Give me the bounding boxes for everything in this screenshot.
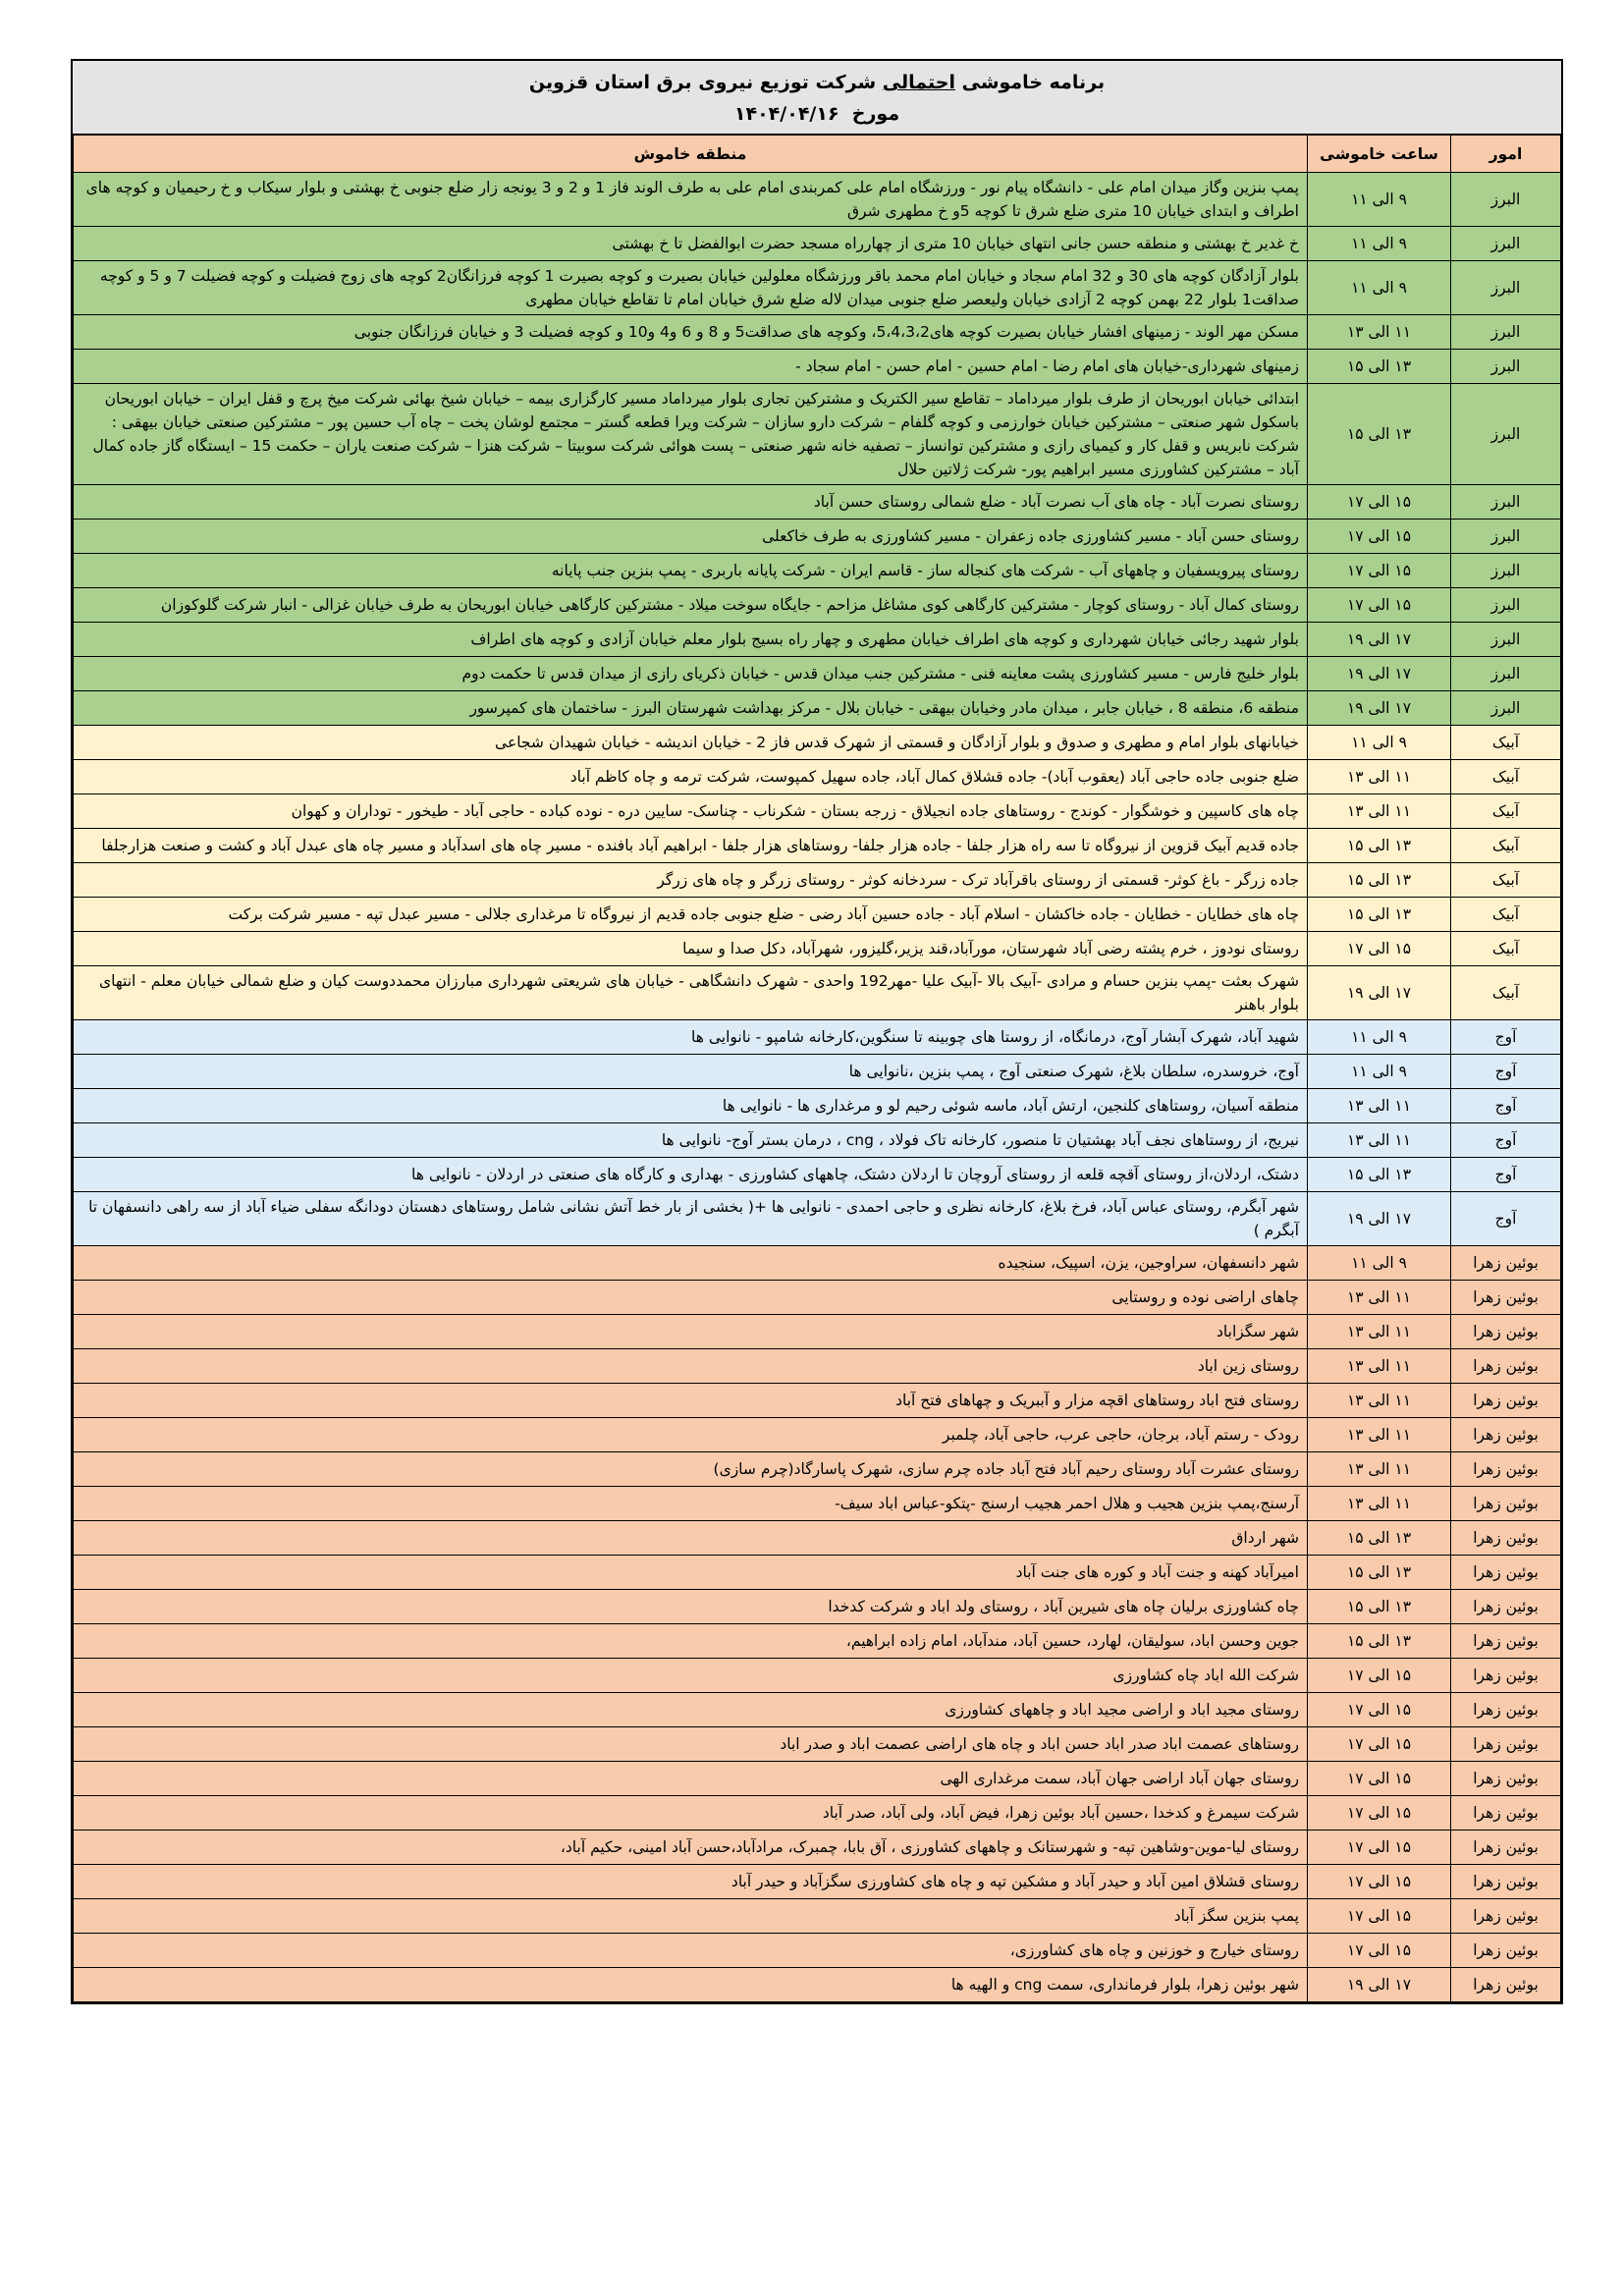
area-cell: شهر بوئین زهرا، بلوار فرمانداری، سمت cng و الهیه ها	[74, 1968, 1308, 2002]
time-cell: ۱۵ الی ۱۷	[1308, 588, 1451, 623]
table-row	[74, 1865, 1561, 1899]
time-cell: ۱۱ الی ۱۳	[1308, 760, 1451, 794]
table-row	[74, 1796, 1561, 1831]
time-cell: ۱۱ الی ۱۳	[1308, 1384, 1451, 1418]
table-row	[74, 726, 1561, 760]
table-row	[74, 1693, 1561, 1727]
area-cell: جاده قدیم آبیک قزوین از نیروگاه تا سه راه هزار جلفا - جاده هزار جلفا- روستاهای هزار جلفا - ابراهیم آباد بافنده - مسیر چاه های اسدآباد و مسیر چاه های عبدل آباد و کشت و صنعت هزارجلفا	[74, 829, 1308, 863]
umur-cell: آوج	[1451, 1123, 1561, 1158]
table-row	[74, 1020, 1561, 1055]
time-cell: ۱۷ الی ۱۹	[1308, 966, 1451, 1020]
time-cell: ۱۳ الی ۱۵	[1308, 863, 1451, 898]
table-row	[74, 1123, 1561, 1158]
area-cell: روستای زین اباد	[74, 1349, 1308, 1384]
table-row	[74, 1487, 1561, 1521]
umur-cell: آبیک	[1451, 794, 1561, 829]
area-cell: روستای نصرت آباد - چاه های آب نصرت آباد - ضلع شمالی روستای حسن آباد	[74, 485, 1308, 519]
umur-cell: بوئین زهرا	[1451, 1418, 1561, 1452]
umur-cell: آبیک	[1451, 863, 1561, 898]
time-cell: ۱۳ الی ۱۵	[1308, 1158, 1451, 1192]
umur-cell: بوئین زهرا	[1451, 1659, 1561, 1693]
area-cell: روستای قشلاق امین آباد و حیدر آباد و مشکین تپه و چاه های کشاورزی سگزآباد و حیدر آباد	[74, 1865, 1308, 1899]
area-cell: شهر ارداق	[74, 1521, 1308, 1556]
area-cell: شهر آبگرم، روستای عباس آباد، فرخ بلاغ، کارخانه نظری و حاجی احمدی - نانوایی ها +( بخشی از بار خط آتش نشانی شامل روستاهای دهستان دودانگه سفلی ضیاء آباد از سه راهی دانسفهان تا آبگرم )	[74, 1192, 1308, 1246]
umur-cell: البرز	[1451, 554, 1561, 588]
time-cell: ۱۵ الی ۱۷	[1308, 1899, 1451, 1934]
area-cell: نیریج، از روستاهای نجف آباد بهشتیان تا منصور، کارخانه تاک فولاد ، cng ، درمان بستر آوج- نانوایی ها	[74, 1123, 1308, 1158]
title-block	[73, 61, 1561, 135]
time-cell: ۱۵ الی ۱۷	[1308, 1693, 1451, 1727]
column-header-area: منطقه خاموش	[74, 136, 1308, 173]
table-row	[74, 1899, 1561, 1934]
table-row	[74, 760, 1561, 794]
area-cell: چاه های خطایان - خطایان - جاده خاکشان - اسلام آباد - جاده حسین آباد رضی - ضلع جنوبی جاده قدیم از نیروگاه تا مرغداری جلالی - مسیر عبدل تپه - مسیر شرکت برکت	[74, 898, 1308, 932]
table-row	[74, 1521, 1561, 1556]
umur-cell: بوئین زهرا	[1451, 1384, 1561, 1418]
time-cell: ۱۵ الی ۱۷	[1308, 1727, 1451, 1762]
area-cell: جوین وحسن اباد، سولیقان، لهارد، حسین آباد، مندآباد، امام زاده ابراهیم،	[74, 1624, 1308, 1659]
table-row	[74, 227, 1561, 261]
area-cell: روستای عشرت آباد روستای رحیم آباد فتح آباد جاده چرم سازی، شهرک پاسارگاد(چرم سازی)	[74, 1452, 1308, 1487]
time-cell: ۱۱ الی ۱۳	[1308, 794, 1451, 829]
umur-cell: بوئین زهرا	[1451, 1246, 1561, 1281]
umur-cell: البرز	[1451, 261, 1561, 315]
umur-cell: آوج	[1451, 1192, 1561, 1246]
title-underlined-word: احتمالی	[882, 72, 955, 93]
area-cell: چاه کشاورزی برلیان چاه های شیرین آباد ، روستای ولد اباد و شرکت کدخدا	[74, 1590, 1308, 1624]
time-cell: ۱۱ الی ۱۳	[1308, 1315, 1451, 1349]
area-cell: مسکن مهر الوند - زمینهای افشار خیابان بصیرت کوچه های5،4،3،2، وکوچه های صداقت5 و 8 و 6 و4 و10 و کوچه فضیلت 3 و خیابان فرزانگان جنوبی	[74, 315, 1308, 350]
outage-table	[73, 135, 1561, 2002]
area-cell: روستای پیرویسفیان و چاههای آب - شرکت های کنجاله ساز - قاسم ایران - شرکت پایانه باربری - پمپ بنزین جنب پایانه	[74, 554, 1308, 588]
table-row	[74, 519, 1561, 554]
time-cell: ۱۵ الی ۱۷	[1308, 1865, 1451, 1899]
area-cell: ضلع جنوبی جاده حاجی آباد (یعقوب آباد)- جاده قشلاق کمال آباد، جاده سهیل کمپوست، شرکت ترمه و چاه کاظم آباد	[74, 760, 1308, 794]
time-cell: ۹ الی ۱۱	[1308, 726, 1451, 760]
time-cell: ۱۷ الی ۱۹	[1308, 623, 1451, 657]
area-cell: شهر سگزاباد	[74, 1315, 1308, 1349]
table-row	[74, 1315, 1561, 1349]
table-row	[74, 173, 1561, 227]
umur-cell: آبیک	[1451, 898, 1561, 932]
time-cell: ۱۵ الی ۱۷	[1308, 1831, 1451, 1865]
umur-cell: البرز	[1451, 315, 1561, 350]
umur-cell: بوئین زهرا	[1451, 1796, 1561, 1831]
umur-cell: بوئین زهرا	[1451, 1831, 1561, 1865]
table-body	[74, 173, 1561, 2002]
table-row	[74, 1556, 1561, 1590]
time-cell: ۱۷ الی ۱۹	[1308, 657, 1451, 691]
time-cell: ۱۳ الی ۱۵	[1308, 1624, 1451, 1659]
time-cell: ۹ الی ۱۱	[1308, 173, 1451, 227]
area-cell: روستاهای عصمت اباد صدر اباد حسن اباد و چاه های اراضی عصمت اباد و صدر اباد	[74, 1727, 1308, 1762]
time-cell: ۹ الی ۱۱	[1308, 1055, 1451, 1089]
umur-cell: بوئین زهرا	[1451, 1281, 1561, 1315]
time-cell: ۱۳ الی ۱۵	[1308, 898, 1451, 932]
time-cell: ۱۵ الی ۱۷	[1308, 1934, 1451, 1968]
umur-cell: البرز	[1451, 384, 1561, 485]
area-cell: زمینهای شهرداری-خیابان های امام رضا - امام حسین - امام حسن - امام سجاد -	[74, 350, 1308, 384]
table-row	[74, 966, 1561, 1020]
table-row	[74, 829, 1561, 863]
table-row	[74, 691, 1561, 726]
time-cell: ۱۳ الی ۱۵	[1308, 350, 1451, 384]
time-cell: ۱۳ الی ۱۵	[1308, 1521, 1451, 1556]
table-row	[74, 1246, 1561, 1281]
table-row	[74, 1762, 1561, 1796]
time-cell: ۱۱ الی ۱۳	[1308, 1281, 1451, 1315]
umur-cell: بوئین زهرا	[1451, 1624, 1561, 1659]
area-cell: چاه های کاسپین و خوشگوار - کوندج - روستاهای جاده انجیلاق - زرجه بستان - شکرناب - چناسک- سایین دره - نوده کباده - حاجی آباد - طیخور - توداران و کهوان	[74, 794, 1308, 829]
table-row	[74, 1727, 1561, 1762]
umur-cell: آوج	[1451, 1055, 1561, 1089]
time-cell: ۹ الی ۱۱	[1308, 1246, 1451, 1281]
area-cell: بلوار آزادگان کوچه های 30 و 32 امام سجاد و خیابان امام محمد باقر ورزشگاه معلولین خیابان بصیرت و کوچه بصیرت 1 کوچه فرزانگان2 کوچه های زوج فضیلت و کوچه فضیلت 7 و 5 و کوچه صداقت1 بلوار 22 بهمن کوچه 2 آزادی خیابان ولیعصر ضلع جنوبی میدان لاله ضلع شرق خیابان امام تا تقاطع خیابان مطهری	[74, 261, 1308, 315]
time-cell: ۱۵ الی ۱۷	[1308, 1762, 1451, 1796]
area-cell: خ غدیر خ بهشتی و منطقه حسن جانی انتهای خیابان 10 متری از چهارراه مسجد حضرت ابوالفضل تا خ بهشتی	[74, 227, 1308, 261]
time-cell: ۱۷ الی ۱۹	[1308, 1968, 1451, 2002]
umur-cell: بوئین زهرا	[1451, 1727, 1561, 1762]
umur-cell: بوئین زهرا	[1451, 1349, 1561, 1384]
time-cell: ۱۱ الی ۱۳	[1308, 1452, 1451, 1487]
table-row	[74, 1089, 1561, 1123]
table-row	[74, 1055, 1561, 1089]
umur-cell: البرز	[1451, 350, 1561, 384]
area-cell: رودک - رستم آباد، برجان، حاجی عرب، حاجی آباد، چلمبر	[74, 1418, 1308, 1452]
umur-cell: البرز	[1451, 519, 1561, 554]
time-cell: ۱۱ الی ۱۳	[1308, 1123, 1451, 1158]
table-row	[74, 1158, 1561, 1192]
table-row	[74, 863, 1561, 898]
area-cell: روستای کمال آباد - روستای کوچار - مشترکین کارگاهی کوی مشاغل مزاحم - جایگاه سوخت میلاد - مشترکین کارگاهی خیابان ابوریحان به طرف خیابان غزالی - انبار شرکت گلوکوزان	[74, 588, 1308, 623]
area-cell: آرسنج،پمپ بنزین هجیب و هلال احمر هجیب ارسنج -پتکو-عباس اباد سیف-	[74, 1487, 1308, 1521]
area-cell: منطقه آسیان، روستاهای کلنجین، ارتش آباد، ماسه شوئی رحیم لو و مرغداری ها - نانوایی ها	[74, 1089, 1308, 1123]
umur-cell: البرز	[1451, 485, 1561, 519]
umur-cell: البرز	[1451, 173, 1561, 227]
umur-cell: البرز	[1451, 227, 1561, 261]
time-cell: ۱۱ الی ۱۳	[1308, 1487, 1451, 1521]
umur-cell: بوئین زهرا	[1451, 1934, 1561, 1968]
umur-cell: بوئین زهرا	[1451, 1762, 1561, 1796]
umur-cell: بوئین زهرا	[1451, 1865, 1561, 1899]
umur-cell: بوئین زهرا	[1451, 1556, 1561, 1590]
page-title: برنامه خاموشی احتمالی شرکت توزیع نیروی برق استان قزوین	[528, 72, 1106, 93]
time-cell: ۱۵ الی ۱۷	[1308, 554, 1451, 588]
table-row	[74, 1624, 1561, 1659]
umur-cell: آبیک	[1451, 829, 1561, 863]
table-row	[74, 1590, 1561, 1624]
table-row	[74, 350, 1561, 384]
schedule-sheet	[71, 59, 1563, 2004]
table-row	[74, 1659, 1561, 1693]
area-cell: منطقه 6، منطقه 8 ، خیابان جابر ، میدان مادر وخیابان بیهقی - خیابان بلال - مرکز بهداشت شهرستان البرز - ساختمان های کمپرسور	[74, 691, 1308, 726]
table-row	[74, 1934, 1561, 1968]
time-cell: ۹ الی ۱۱	[1308, 261, 1451, 315]
area-cell: بلوار شهید رجائی خیابان شهرداری و کوچه های اطراف خیابان مطهری و چهار راه بسیج بلوار معلم خیابان آزادی و کوچه های اطراف	[74, 623, 1308, 657]
table-row	[74, 261, 1561, 315]
column-header-umur: امور	[1451, 136, 1561, 173]
date-label: مورخ	[851, 103, 900, 125]
umur-cell: البرز	[1451, 623, 1561, 657]
umur-cell: آوج	[1451, 1020, 1561, 1055]
column-header-time: ساعت خاموشی	[1308, 136, 1451, 173]
table-header-row	[74, 136, 1561, 173]
time-cell: ۹ الی ۱۱	[1308, 227, 1451, 261]
date-line	[73, 98, 1561, 130]
umur-cell: بوئین زهرا	[1451, 1590, 1561, 1624]
area-cell: بلوار خلیج فارس - مسیر کشاورزی پشت معاینه فنی - مشترکین جنب میدان قدس - خیابان ذکریای رازی از میدان قدس تا حکمت دوم	[74, 657, 1308, 691]
area-cell: جاده زرگر - باغ کوثر- قسمتی از روستای باقرآباد ترک - سردخانه کوثر - روستای زرگر و چاه های زرگر	[74, 863, 1308, 898]
umur-cell: بوئین زهرا	[1451, 1487, 1561, 1521]
table-row	[74, 384, 1561, 485]
umur-cell: بوئین زهرا	[1451, 1452, 1561, 1487]
area-cell: خیابانهای بلوار امام و مطهری و صدوق و بلوار آزادگان و قسمتی از شهرک قدس فاز 2 - خیابان اندیشه - خیابان شهیدان شجاعی	[74, 726, 1308, 760]
table-row	[74, 588, 1561, 623]
date-value: ۱۴۰۴/۰۴/۱۶	[733, 103, 839, 125]
time-cell: ۱۱ الی ۱۳	[1308, 1418, 1451, 1452]
table-row	[74, 485, 1561, 519]
area-cell: روستای فتح اباد روستاهای اقچه مزار و آببریک و چهاهای فتح آباد	[74, 1384, 1308, 1418]
area-cell: پمپ بنزین سگز آباد	[74, 1899, 1308, 1934]
area-cell: شهرک بعثت -پمپ بنزین حسام و مرادی -آبیک بالا -آبیک علیا -مهر192 واحدی - شهرک دانشگاهی - خیابان های شریعتی شهرداری مبارزان محمددوست کیان و ضلع شمالی خیابان معلم - انتهای بلوار باهنر	[74, 966, 1308, 1020]
time-cell: ۱۵ الی ۱۷	[1308, 485, 1451, 519]
time-cell: ۱۳ الی ۱۵	[1308, 1590, 1451, 1624]
area-cell: چاهای اراضی نوده و روستایی	[74, 1281, 1308, 1315]
time-cell: ۱۳ الی ۱۵	[1308, 384, 1451, 485]
area-cell: روستای لیا-موین-وشاهین تپه- و شهرستانک و چاههای کشاورزی ، آق بابا، چمبرک، مرادآباد،حسن آباد امینی، حکیم آباد،	[74, 1831, 1308, 1865]
area-cell: روستای جهان آباد اراضی جهان آباد، سمت مرغداری الهی	[74, 1762, 1308, 1796]
umur-cell: البرز	[1451, 657, 1561, 691]
umur-cell: بوئین زهرا	[1451, 1693, 1561, 1727]
time-cell: ۱۳ الی ۱۵	[1308, 829, 1451, 863]
umur-cell: بوئین زهرا	[1451, 1315, 1561, 1349]
table-row	[74, 1384, 1561, 1418]
time-cell: ۱۱ الی ۱۳	[1308, 315, 1451, 350]
area-cell: دشتک، اردلان،از روستای آقچه قلعه از روستای آروچان تا اردلان دشتک، چاههای کشاورزی - بهداری و کارگاه های صنعتی در اردلان - نانوایی ها	[74, 1158, 1308, 1192]
time-cell: ۱۵ الی ۱۷	[1308, 1659, 1451, 1693]
umur-cell: البرز	[1451, 691, 1561, 726]
table-row	[74, 1452, 1561, 1487]
table-row	[74, 1349, 1561, 1384]
umur-cell: البرز	[1451, 588, 1561, 623]
area-cell: آوج، خروسدره، سلطان بلاغ، شهرک صنعتی آوج ، پمپ بنزین ،نانوایی ها	[74, 1055, 1308, 1089]
time-cell: ۱۵ الی ۱۷	[1308, 932, 1451, 966]
table-row	[74, 1968, 1561, 2002]
time-cell: ۱۵ الی ۱۷	[1308, 1796, 1451, 1831]
umur-cell: آبیک	[1451, 932, 1561, 966]
time-cell: ۹ الی ۱۱	[1308, 1020, 1451, 1055]
umur-cell: آوج	[1451, 1158, 1561, 1192]
area-cell: روستای خیارج و خوزنین و چاه های کشاورزی،	[74, 1934, 1308, 1968]
umur-cell: آبیک	[1451, 966, 1561, 1020]
umur-cell: آبیک	[1451, 726, 1561, 760]
table-row	[74, 932, 1561, 966]
table-row	[74, 794, 1561, 829]
area-cell: روستای حسن آباد - مسیر کشاورزی جاده زعفران - مسیر کشاورزی به طرف خاکعلی	[74, 519, 1308, 554]
area-cell: روستای نودوز ، خرم پشته رضی آباد شهرستان، مورآباد،قند یزیر،گلیزور، شهرآباد، دکل صدا و سیما	[74, 932, 1308, 966]
table-row	[74, 1831, 1561, 1865]
table-row	[74, 554, 1561, 588]
time-cell: ۱۱ الی ۱۳	[1308, 1089, 1451, 1123]
umur-cell: بوئین زهرا	[1451, 1521, 1561, 1556]
area-cell: امیرآباد کهنه و جنت آباد و کوره های جنت آباد	[74, 1556, 1308, 1590]
table-row	[74, 623, 1561, 657]
table-row	[74, 1418, 1561, 1452]
area-cell: شهید آباد، شهرک آبشار آوج، درمانگاه، از روستا های چوبینه تا سنگوین،کارخانه شامپو - نانوایی ها	[74, 1020, 1308, 1055]
umur-cell: آبیک	[1451, 760, 1561, 794]
table-row	[74, 315, 1561, 350]
table-row	[74, 1281, 1561, 1315]
area-cell: ابتدائی خیابان ابوریحان از طرف بلوار میرداماد – تقاطع سیر الکتریک و مشترکین تجاری بلوار میرداماد مسیر کارگزاری بیمه – خیابان شیخ بهائی شرکت میخ پرچ و قفل ایران – خیابان ابوریحان باسکول شهر صنعتی – مشترکین خیابان خوارزمی و کوچه گلفام – شرکت دارو سازان – شرکت ویرا قطعه گستر – مجتمع لوشان پخت – چاه آب حسین پور – مشترکین صنعتی خیابان بیهقی : شرکت نابریس و قفل کار و کیمیای رازی و مشترکین توانساز – تصفیه خانه شهر صنعتی – پست هوائی شرکت سوبیتا – شرکت هنزا – شرکت صنعت یاران – حکمت 15 – ایستگاه گاز جاده کمال آباد – مشترکین کشاورزی مسیر ابراهیم پور- شرکت ژلاتین حلال	[74, 384, 1308, 485]
area-cell: پمپ بنزین وگاز میدان امام علی - دانشگاه پیام نور - ورزشگاه امام علی کمربندی امام علی به طرف الوند فاز 1 و 2 و 3 یونجه زار ضلع جنوبی خ بهشتی و بلوار سیکاب و خ رحیمیان و کوچه های اطراف و ابتدای خیابان 10 متری ضلع شرق تا کوچه 5و خ مطهری شرق	[74, 173, 1308, 227]
umur-cell: بوئین زهرا	[1451, 1968, 1561, 2002]
area-cell: شرکت سیمرغ و کدخدا ،حسین آباد بوئین زهرا، فیض آباد، ولی آباد، صدر آباد	[74, 1796, 1308, 1831]
time-cell: ۱۷ الی ۱۹	[1308, 1192, 1451, 1246]
area-cell: شهر دانسفهان، سراوجین، یزن، اسپیک، سنجیده	[74, 1246, 1308, 1281]
umur-cell: آوج	[1451, 1089, 1561, 1123]
table-row	[74, 898, 1561, 932]
area-cell: روستای مجید اباد و اراضی مجید اباد و چاههای کشاورزی	[74, 1693, 1308, 1727]
time-cell: ۱۵ الی ۱۷	[1308, 519, 1451, 554]
table-row	[74, 1192, 1561, 1246]
time-cell: ۱۳ الی ۱۵	[1308, 1556, 1451, 1590]
table-row	[74, 657, 1561, 691]
time-cell: ۱۷ الی ۱۹	[1308, 691, 1451, 726]
time-cell: ۱۱ الی ۱۳	[1308, 1349, 1451, 1384]
area-cell: شرکت الله اباد چاه کشاورزی	[74, 1659, 1308, 1693]
umur-cell: بوئین زهرا	[1451, 1899, 1561, 1934]
